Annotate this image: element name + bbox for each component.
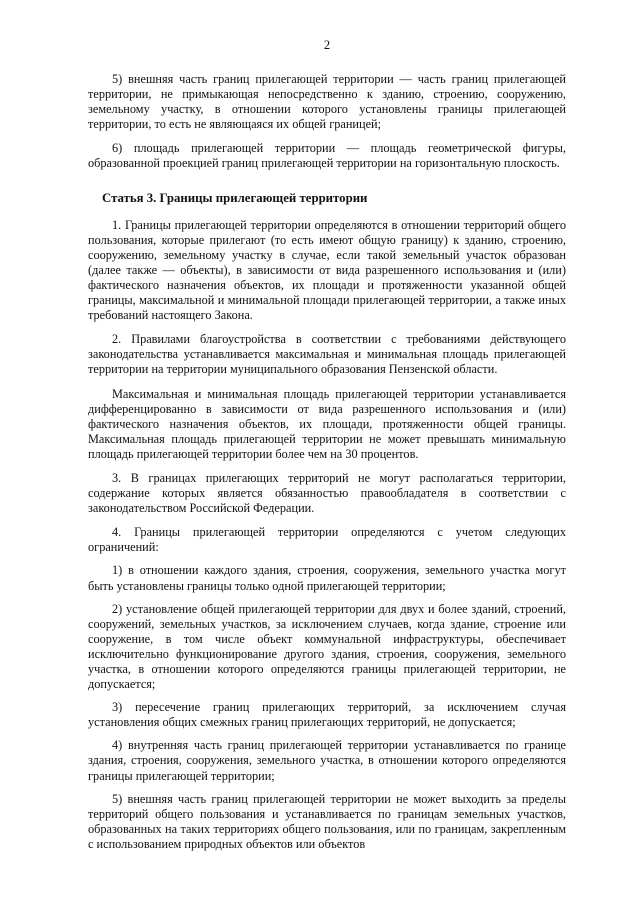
article-paragraph-3: 3. В границах прилегающих территорий не могут располагаться территории, содержание которых является обязанностью правообладателя в соответствии с законодательством Российской Федерации.: [88, 470, 566, 516]
article-paragraph-2-continuation: Максимальная и минимальная площадь прилегающей территории устанавливается дифференцированно в зависимости от вида разрешенного использования и (или) фактического назначения объектов, их площади, протяженности общей границы. Максимальная площадь прилегающей территории не может превышать минимальную площадь прилегающей территории более чем на 30 процентов.: [88, 386, 566, 461]
restriction-item-3: 3) пересечение границ прилегающих территорий, за исключением случая установления общих смежных границ прилегающих территорий, не допускается;: [88, 700, 566, 730]
page-number: 2: [323, 38, 331, 52]
restriction-item-5: 5) внешняя часть границ прилегающей территории не может выходить за пределы территорий общего пользования и устанавливается по границам земельных участков, образованных на таких территориях общего пользования, или по границам, закрепленным с использованием природных объектов или объектов: [88, 791, 566, 851]
intro-item-6: 6) площадь прилегающей территории — площадь геометрической фигуры, образованной проекцией границ прилегающей территории на горизонтальную плоскость.: [88, 141, 566, 171]
restriction-item-1: 1) в отношении каждого здания, строения, сооружения, земельного участка могут быть установлены границы только одной прилегающей территории;: [88, 563, 566, 593]
restriction-item-4: 4) внутренняя часть границ прилегающей территории устанавливается по границе здания, строения, сооружения, земельного участка, в отношении которого определяются границы прилегающей территории;: [88, 738, 566, 783]
article-paragraph-4: 4. Границы прилегающей территории определяются с учетом следующих ограничений:: [88, 525, 566, 555]
article-paragraph-2: 2. Правилами благоустройства в соответствии с требованиями действующего законодательства устанавливается максимальная и минимальная площадь прилегающей территории на территории муниципального образования Пензенской области.: [88, 332, 566, 377]
article-3-heading: Статья 3. Границы прилегающей территории: [102, 190, 368, 205]
intro-item-5: 5) внешняя часть границ прилегающей территории — часть границ прилегающей территории, не примыкающая непосредственно к зданию, строению, сооружению, земельному участку, в отношении которого установлены границы прилегающей территории, то есть не являющаяся их общей границей;: [88, 72, 566, 132]
article-paragraph-1: 1. Границы прилегающей территории определяются в отношении территорий общего пользования, которые прилегают (то есть имеют общую границу) к зданию, строению, сооружению, земельному участку в случае, если такой земельный участок образован (далее также — объекты), в зависимости от вида разрешенного использования и (или) фактического назначения объектов, их площади и протяженности указанной общей границы, максимальной и минимальной площади прилегающей территории, а также иных требований настоящего Закона.: [88, 217, 566, 323]
restriction-item-2: 2) установление общей прилегающей территории для двух и более зданий, строений, сооружений, земельных участков, за исключением случаев, когда здание, строение или сооружение, в том числе объект коммунальной инфраструктуры, обеспечивает исключительно функционирование другого здания, строения, сооружения, земельного участка, в отношении которого определяются границы прилегающей территории, не допускается;: [88, 601, 566, 692]
